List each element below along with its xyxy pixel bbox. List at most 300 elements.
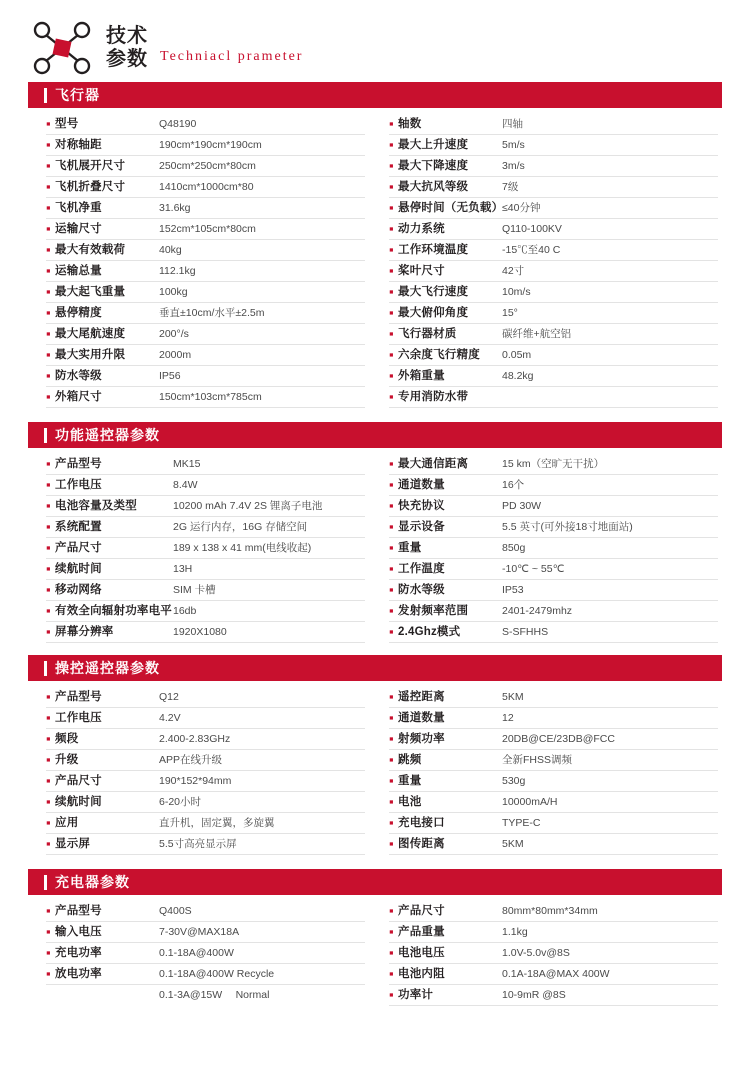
spec-value: 48.2kg [502, 370, 534, 382]
spec-row [46, 601, 365, 622]
bullet-icon: ▪ [46, 752, 51, 767]
spec-row [389, 135, 718, 156]
bullet-icon: ▪ [389, 966, 394, 981]
bullet-icon: ▪ [389, 924, 394, 939]
spec-column-left [28, 687, 375, 855]
bullet-icon: ▪ [46, 540, 51, 555]
spec-value: TYPE-C [502, 817, 541, 829]
spec-value: 5m/s [502, 139, 525, 151]
bullet-icon: ▪ [46, 773, 51, 788]
spec-value: 100kg [159, 286, 188, 298]
bullet-icon: ▪ [46, 389, 51, 404]
spec-key: 最大上升速度 [398, 139, 469, 151]
spec-row [389, 622, 718, 643]
spec-column-right [375, 114, 722, 408]
section-accent-bar-icon [44, 661, 47, 676]
spec-value: 2.400-2.83GHz [159, 733, 231, 745]
spec-value: 碳纤维+航空铝 [502, 328, 572, 340]
spec-value: 16db [173, 605, 197, 617]
spec-row [389, 240, 718, 261]
section-title: 操控遥控器参数 [55, 660, 160, 676]
spec-row [46, 387, 365, 408]
spec-row [46, 135, 365, 156]
spec-row [389, 708, 718, 729]
spec-row [389, 964, 718, 985]
section-accent-bar-icon [44, 875, 47, 890]
spec-row [389, 198, 718, 219]
bullet-icon: ▪ [46, 624, 51, 639]
spec-row [389, 813, 718, 834]
spec-key: 六余度飞行精度 [398, 349, 480, 361]
bullet-icon: ▪ [389, 242, 394, 257]
spec-row [46, 580, 365, 601]
spec-row [46, 324, 365, 345]
spec-row [46, 198, 365, 219]
bullet-icon: ▪ [389, 836, 394, 851]
spec-key: 工作电压 [55, 479, 102, 491]
bullet-icon: ▪ [46, 903, 51, 918]
section-header-inner [44, 425, 160, 445]
section-title: 飞行器 [55, 87, 100, 103]
spec-key: 最大实用升限 [55, 349, 126, 361]
spec-key: 悬停时间（无负载） [398, 202, 504, 214]
spec-value: Q110-100KV [502, 223, 562, 235]
bullet-icon: ▪ [46, 561, 51, 576]
bullet-icon: ▪ [389, 477, 394, 492]
bullet-icon: ▪ [46, 242, 51, 257]
bullet-icon: ▪ [389, 752, 394, 767]
spec-row [46, 538, 365, 559]
spec-key: 产品型号 [55, 905, 102, 917]
spec-key: 产品型号 [55, 691, 102, 703]
spec-value: 1920X1080 [173, 626, 227, 638]
spec-row [46, 985, 365, 1006]
bullet-icon: ▪ [389, 389, 394, 404]
sections-container [28, 82, 722, 1006]
bullet-icon: ▪ [389, 305, 394, 320]
spec-value: 2401-2479mhz [502, 605, 573, 617]
spec-value: 850g [502, 542, 526, 554]
spec-row [389, 114, 718, 135]
bullet-icon: ▪ [46, 519, 51, 534]
spec-value: IP53 [502, 584, 524, 596]
spec-value: 0.1-18A@400W Recycle [159, 968, 275, 980]
spec-value: 112.1kg [159, 265, 196, 277]
spec-key: 显示设备 [398, 521, 445, 533]
spec-value: PD 30W [502, 500, 542, 512]
spec-value: 0.05m [502, 349, 532, 361]
spec-row [46, 792, 365, 813]
spec-key: 防水等级 [55, 370, 102, 382]
bullet-icon: ▪ [389, 326, 394, 341]
page-title-en: Techniacl prameter [160, 49, 304, 64]
spec-row [46, 219, 365, 240]
spec-key: 飞机展开尺寸 [55, 160, 126, 172]
spec-key: 移动网络 [55, 584, 102, 596]
spec-value: -15℃至40 C [502, 244, 561, 256]
spec-key: 飞行器材质 [398, 328, 457, 340]
bullet-icon: ▪ [389, 582, 394, 597]
spec-row [389, 901, 718, 922]
bullet-icon: ▪ [389, 624, 394, 639]
bullet-icon: ▪ [389, 689, 394, 704]
bullet-icon: ▪ [389, 368, 394, 383]
spec-key: 应用 [55, 817, 79, 829]
spec-table [28, 108, 722, 408]
bullet-icon: ▪ [46, 794, 51, 809]
spec-value: SIM 卡槽 [173, 584, 216, 596]
spec-table [28, 448, 722, 643]
spec-value: 3m/s [502, 160, 525, 172]
bullet-icon: ▪ [46, 498, 51, 513]
spec-row [389, 345, 718, 366]
bullet-icon: ▪ [389, 347, 394, 362]
page-header [28, 14, 722, 82]
spec-value: 1.0V-5.0v@8S [502, 947, 570, 959]
bullet-icon: ▪ [389, 540, 394, 555]
spec-value: 5KM [502, 838, 524, 850]
spec-column-right [375, 687, 722, 855]
spec-key: 专用消防水带 [398, 391, 469, 403]
bullet-icon: ▪ [46, 200, 51, 215]
spec-column-left [28, 454, 375, 643]
section-title: 充电器参数 [55, 874, 130, 890]
bullet-icon: ▪ [46, 137, 51, 152]
spec-key: 输入电压 [55, 926, 102, 938]
spec-row [389, 538, 718, 559]
spec-row [389, 943, 718, 964]
spec-value: 10200 mAh 7.4V 2S 锂离子电池 [173, 500, 323, 512]
bullet-icon: ▪ [46, 158, 51, 173]
spec-key: 放电功率 [55, 968, 102, 980]
bullet-icon: ▪ [46, 710, 51, 725]
spec-value: 1.1kg [502, 926, 528, 938]
spec-table [28, 681, 722, 855]
spec-key: 升级 [55, 754, 79, 766]
bullet-icon: ▪ [46, 456, 51, 471]
spec-table [28, 895, 722, 1006]
bullet-icon: ▪ [46, 116, 51, 131]
spec-value: 150cm*103cm*785cm [159, 391, 262, 403]
spec-row [389, 687, 718, 708]
spec-row [389, 454, 718, 475]
bullet-icon: ▪ [46, 263, 51, 278]
spec-row [389, 261, 718, 282]
spec-key: 续航时间 [55, 563, 102, 575]
spec-key: 产品尺寸 [398, 905, 445, 917]
spec-row [46, 834, 365, 855]
spec-value: 10m/s [502, 286, 531, 298]
spec-value: 10-9mR @8S [502, 989, 566, 1001]
section-header-charger [28, 869, 722, 895]
spec-key: 2.4Ghz模式 [398, 626, 461, 638]
spec-row [46, 240, 365, 261]
spec-column-left [28, 901, 375, 1006]
spec-value: 20DB@CE/23DB@FCC [502, 733, 615, 745]
spec-key: 频段 [55, 733, 79, 745]
bullet-icon: ▪ [389, 519, 394, 534]
spec-value: 13H [173, 563, 193, 575]
spec-row [46, 922, 365, 943]
bullet-icon: ▪ [46, 221, 51, 236]
bullet-icon: ▪ [46, 603, 51, 618]
spec-key: 工作环境温度 [398, 244, 469, 256]
spec-value: 垂直±10cm/水平±2.5m [159, 307, 265, 319]
bullet-icon: ▪ [46, 924, 51, 939]
bullet-icon: ▪ [46, 179, 51, 194]
section-header-aircraft [28, 82, 722, 108]
spec-row [46, 750, 365, 771]
section-header-inner [44, 85, 100, 105]
bullet-icon: ▪ [389, 263, 394, 278]
spec-value: 16个 [502, 479, 525, 491]
spec-key: 遥控距离 [398, 691, 445, 703]
drone-icon [32, 20, 92, 76]
spec-key: 飞机净重 [55, 202, 102, 214]
spec-value: 80mm*80mm*34mm [502, 905, 598, 917]
spec-key: 产品尺寸 [55, 775, 102, 787]
bullet-icon: ▪ [389, 815, 394, 830]
spec-value: 5.5寸高亮显示屏 [159, 838, 237, 850]
bullet-icon: ▪ [46, 689, 51, 704]
spec-key: 桨叶尺寸 [398, 265, 445, 277]
bullet-icon: ▪ [389, 221, 394, 236]
spec-value: 5KM [502, 691, 524, 703]
bullet-icon: ▪ [389, 794, 394, 809]
spec-row [389, 282, 718, 303]
spec-key: 重量 [398, 775, 422, 787]
section-title: 功能遥控器参数 [55, 427, 160, 443]
spec-row [389, 324, 718, 345]
spec-key: 重量 [398, 542, 422, 554]
spec-key: 动力系统 [398, 223, 445, 235]
spec-row [46, 114, 365, 135]
spec-key: 最大飞行速度 [398, 286, 469, 298]
bullet-icon: ▪ [389, 945, 394, 960]
bullet-icon: ▪ [389, 498, 394, 513]
spec-row [46, 282, 365, 303]
spec-row [389, 834, 718, 855]
spec-row [46, 771, 365, 792]
spec-row [46, 303, 365, 324]
spec-key: 运输尺寸 [55, 223, 102, 235]
spec-value: 全新FHSS调频 [502, 754, 573, 766]
spec-key: 电池电压 [398, 947, 445, 959]
spec-row [46, 964, 365, 985]
spec-value: 4.2V [159, 712, 181, 724]
spec-row [46, 708, 365, 729]
spec-key: 射频功率 [398, 733, 445, 745]
spec-value: 152cm*105cm*80cm [159, 223, 256, 235]
section-header-ctrl [28, 655, 722, 681]
spec-value: 190cm*190cm*190cm [159, 139, 262, 151]
spec-value: S-SFHHS [502, 626, 549, 638]
spec-row [46, 496, 365, 517]
spec-value: 2G 运行内存，16G 存储空间 [173, 521, 308, 533]
spec-key: 外箱尺寸 [55, 391, 102, 403]
bullet-icon: ▪ [46, 368, 51, 383]
bullet-icon: ▪ [389, 731, 394, 746]
section-aircraft [28, 82, 722, 408]
spec-value: 42寸 [502, 265, 525, 277]
spec-row [389, 985, 718, 1006]
spec-key: 通道数量 [398, 479, 445, 491]
spec-row [389, 475, 718, 496]
bullet-icon: ▪ [389, 987, 394, 1002]
spec-key: 产品型号 [55, 458, 102, 470]
spec-key: 运输总量 [55, 265, 102, 277]
spec-value: ≤40分钟 [502, 202, 541, 214]
spec-key: 跳频 [398, 754, 422, 766]
spec-key: 图传距离 [398, 838, 445, 850]
spec-key: 显示屏 [55, 838, 91, 850]
spec-row [46, 345, 365, 366]
spec-row [46, 813, 365, 834]
spec-row [389, 729, 718, 750]
spec-row [389, 496, 718, 517]
bullet-icon: ▪ [389, 710, 394, 725]
spec-value: 190*152*94mm [159, 775, 232, 787]
spec-value: MK15 [173, 458, 201, 470]
spec-key: 悬停精度 [55, 307, 102, 319]
spec-value: 10000mA/H [502, 796, 558, 808]
spec-key: 充电功率 [55, 947, 102, 959]
spec-value: 189 x 138 x 41 mm(电线收起) [173, 542, 312, 554]
spec-value: 530g [502, 775, 526, 787]
spec-value: 31.6kg [159, 202, 191, 214]
spec-value: 15 km（空旷无干扰） [502, 458, 605, 470]
spec-key: 防水等级 [398, 584, 445, 596]
spec-key: 发射频率范围 [398, 605, 469, 617]
spec-value: 0.1-18A@400W [159, 947, 234, 959]
bullet-icon: ▪ [389, 603, 394, 618]
spec-row [389, 303, 718, 324]
section-accent-bar-icon [44, 428, 47, 443]
bullet-icon: ▪ [46, 305, 51, 320]
section-charger [28, 869, 722, 1006]
bullet-icon: ▪ [389, 158, 394, 173]
bullet-icon: ▪ [46, 815, 51, 830]
spec-row [46, 156, 365, 177]
spec-row [46, 622, 365, 643]
spec-value: 7级 [502, 181, 519, 193]
section-header-inner [44, 872, 130, 892]
bullet-icon: ▪ [46, 477, 51, 492]
spec-row [389, 792, 718, 813]
bullet-icon: ▪ [389, 903, 394, 918]
spec-row [46, 687, 365, 708]
spec-value: 2000m [159, 349, 192, 361]
spec-row [46, 475, 365, 496]
spec-row [46, 366, 365, 387]
spec-key: 通道数量 [398, 712, 445, 724]
spec-value: 四轴 [502, 118, 523, 130]
spec-value: 6-20小时 [159, 796, 202, 808]
spec-column-right [375, 454, 722, 643]
spec-row [389, 219, 718, 240]
spec-value: -10℃ ~ 55℃ [502, 563, 565, 575]
spec-row [46, 943, 365, 964]
bullet-icon: ▪ [389, 561, 394, 576]
spec-key: 功率计 [398, 989, 434, 1001]
section-remote [28, 422, 722, 643]
spec-row [46, 559, 365, 580]
spec-row [389, 771, 718, 792]
bullet-icon: ▪ [46, 836, 51, 851]
page-title-cn-line1: 技术 [106, 25, 148, 47]
spec-key: 电池容量及类型 [55, 500, 137, 512]
bullet-icon: ▪ [389, 200, 394, 215]
spec-column-left [28, 114, 375, 408]
spec-value: IP56 [159, 370, 181, 382]
bullet-icon: ▪ [389, 284, 394, 299]
bullet-icon: ▪ [46, 582, 51, 597]
bullet-icon: ▪ [389, 137, 394, 152]
bullet-icon: ▪ [389, 773, 394, 788]
spec-key: 飞机折叠尺寸 [55, 181, 126, 193]
spec-row [46, 901, 365, 922]
spec-row [389, 580, 718, 601]
spec-row [46, 517, 365, 538]
spec-value: Q400S [159, 905, 192, 917]
spec-key: 快充协议 [398, 500, 445, 512]
spec-key: 最大下降速度 [398, 160, 469, 172]
bullet-icon: ▪ [389, 116, 394, 131]
spec-key: 对称轴距 [55, 139, 102, 151]
bullet-icon: ▪ [46, 326, 51, 341]
spec-row [389, 156, 718, 177]
spec-row [46, 729, 365, 750]
spec-value: 200°/s [159, 328, 189, 340]
bullet-icon: ▪ [46, 347, 51, 362]
section-header-remote [28, 422, 722, 448]
page-title-cn-line2: 参数 [106, 48, 148, 70]
spec-key: 系统配置 [55, 521, 102, 533]
header-title-block [106, 25, 303, 71]
spec-value: Q48190 [159, 118, 197, 130]
spec-key: 屏幕分辨率 [55, 626, 114, 638]
spec-key: 型号 [55, 118, 79, 130]
spec-value: 8.4W [173, 479, 198, 491]
spec-key: 电池内阻 [398, 968, 445, 980]
spec-row [389, 750, 718, 771]
spec-value: Q12 [159, 691, 179, 703]
spec-key: 工作温度 [398, 563, 445, 575]
spec-key: 工作电压 [55, 712, 102, 724]
spec-row [389, 387, 718, 408]
bullet-icon: ▪ [46, 945, 51, 960]
spec-value: APP在线升级 [159, 754, 223, 766]
spec-key: 产品尺寸 [55, 542, 102, 554]
bullet-icon: ▪ [46, 731, 51, 746]
spec-row [46, 454, 365, 475]
spec-column-right [375, 901, 722, 1006]
spec-row [389, 922, 718, 943]
spec-row [46, 177, 365, 198]
spec-value: 5.5 英寸(可外接18寸地面站) [502, 521, 633, 533]
spec-value: 12 [502, 712, 514, 724]
spec-key: 最大起飞重量 [55, 286, 126, 298]
spec-row [389, 559, 718, 580]
spec-value: 直升机，固定翼，多旋翼 [159, 817, 275, 829]
bullet-icon: ▪ [46, 966, 51, 981]
spec-key: 有效全向辐射功率电平 [55, 605, 172, 617]
spec-value: 7-30V@MAX18A [159, 926, 240, 938]
spec-row [46, 261, 365, 282]
spec-key: 充电接口 [398, 817, 445, 829]
section-accent-bar-icon [44, 88, 47, 103]
spec-key: 轴数 [398, 118, 422, 130]
